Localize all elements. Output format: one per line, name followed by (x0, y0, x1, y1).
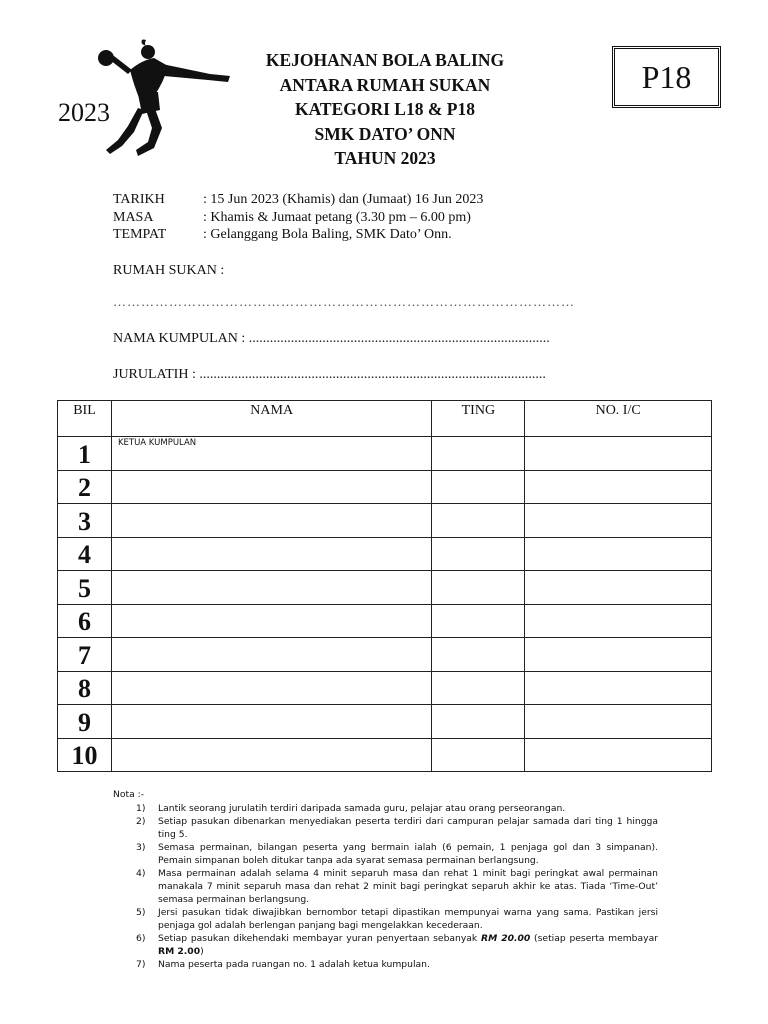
row-number: 8 (58, 671, 112, 705)
note-text: Jersi pasukan tidak diwajibkan bernombor tetapi dipastikan mempunyai warna yang sama. Pastikan jersi penjaga gol adalah berlengan panjang bagi mengelakkan kecederaan. (158, 907, 658, 931)
name-cell[interactable] (111, 738, 431, 772)
note-item (113, 958, 658, 971)
note-text: Masa permainan adalah selama 4 minit separuh masa dan rehat 1 minit bagi peringkat awal permainan manakala 7 minit separuh masa dan rehat 2 minit bagi peringkat separuh akhir ke atas. Tiada ‘Time-Out’ semasa permainan berlangsung. (158, 868, 658, 905)
row-number: 3 (58, 504, 112, 538)
ic-number-cell[interactable] (525, 738, 712, 772)
ic-number-cell[interactable] (525, 437, 712, 471)
title-line: TAHUN 2023 (334, 148, 436, 168)
info-row-time (113, 209, 483, 227)
fee-per-player: RM 2.00 (158, 946, 201, 957)
form-cell[interactable] (432, 470, 525, 504)
ic-number-cell[interactable] (525, 638, 712, 672)
name-cell[interactable] (111, 470, 431, 504)
category-code-box: P18 (612, 46, 721, 108)
ic-number-cell[interactable] (525, 671, 712, 705)
title-line: ANTARA RUMAH SUKAN (279, 74, 491, 95)
table-row (58, 571, 712, 605)
name-cell[interactable] (111, 571, 431, 605)
table-row (58, 638, 712, 672)
table-row (58, 738, 712, 772)
table-row (58, 504, 712, 538)
title-line: KEJOHANAN BOLA BALING (265, 50, 505, 70)
title-line: KATEGORI L18 & P18 (294, 99, 476, 119)
table-header-row (58, 401, 712, 437)
note-text: Lantik seorang jurulatih terdiri daripada samada guru, pelajar atau orang perseorangan. (158, 803, 566, 814)
roster-table (57, 400, 712, 772)
info-value: : Khamis & Jumaat petang (3.30 pm – 6.00 pm) (203, 209, 471, 225)
notes-section (113, 788, 658, 971)
row-number: 1 (58, 437, 112, 471)
row-number: 4 (58, 537, 112, 571)
note-item (113, 815, 658, 841)
note-number: 7) (136, 959, 146, 970)
captain-label: KETUA KUMPULAN (117, 438, 197, 448)
note-text: Setiap pasukan dibenarkan menyediakan peserta terdiri dari campuran pelajar samada dari ting 1 hingga ting 5. (158, 816, 658, 840)
info-row-venue (113, 226, 483, 244)
form-cell[interactable] (432, 604, 525, 638)
note-number: 1) (136, 803, 146, 814)
header-ting: TING (432, 401, 525, 437)
note-number: 3) (136, 842, 146, 853)
info-value: : 15 Jun 2023 (Khamis) dan (Jumaat) 16 Jun 2023 (203, 192, 484, 207)
event-logo (58, 36, 238, 166)
title-line: SMK DATO’ ONN (314, 123, 456, 144)
row-number: 7 (58, 638, 112, 672)
name-cell[interactable] (111, 671, 431, 705)
form-cell[interactable] (432, 738, 525, 772)
info-value: : Gelanggang Bola Baling, SMK Dato’ Onn. (203, 227, 452, 242)
ic-number-cell[interactable] (525, 470, 712, 504)
row-number: 10 (58, 738, 112, 772)
event-info (113, 191, 483, 244)
ic-number-cell[interactable] (525, 504, 712, 538)
header-ic: NO. I/C (525, 401, 712, 437)
notes-title: Nota :- (113, 789, 145, 800)
note-item (113, 906, 658, 932)
ic-number-cell[interactable] (525, 705, 712, 739)
table-row (58, 705, 712, 739)
team-name-field[interactable]: NAMA KUMPULAN : ...................................................................................... (113, 331, 550, 346)
note-item (113, 841, 658, 867)
note-text-part: Setiap pasukan dikehendaki membayar yuran penyertaan sebanyak (158, 933, 481, 944)
row-number: 6 (58, 604, 112, 638)
form-cell[interactable] (432, 571, 525, 605)
note-number: 4) (136, 868, 146, 879)
table-row (58, 537, 712, 571)
note-number: 2) (136, 816, 146, 827)
note-text-part: ) (200, 946, 204, 957)
form-cell[interactable] (432, 504, 525, 538)
handball-player-silhouette-icon (80, 36, 230, 166)
year-badge: 2023 (58, 98, 110, 127)
info-row-date (113, 191, 483, 209)
table-row (58, 470, 712, 504)
note-text (158, 932, 658, 958)
form-cell[interactable] (432, 638, 525, 672)
note-item (113, 802, 658, 815)
note-number: 5) (136, 907, 146, 918)
form-cell[interactable] (432, 437, 525, 471)
note-text: Nama peserta pada ruangan no. 1 adalah ketua kumpulan. (158, 959, 430, 970)
name-cell[interactable] (111, 437, 431, 471)
row-number: 9 (58, 705, 112, 739)
note-number: 6) (136, 933, 146, 944)
note-item (113, 867, 658, 906)
ic-number-cell[interactable] (525, 537, 712, 571)
table-row (58, 604, 712, 638)
name-cell[interactable] (111, 705, 431, 739)
form-cell[interactable] (432, 537, 525, 571)
info-label: TEMPAT (113, 227, 167, 242)
name-cell[interactable] (111, 604, 431, 638)
note-text: Semasa permainan, bilangan peserta yang bermain ialah (6 pemain, 1 penjaga gol dan 3 simpanan). Pemain simpanan boleh ditukar tanpa ada syarat semasa permainan berlangsung. (158, 842, 658, 866)
table-row (58, 437, 712, 471)
entry-fee: RM 20.00 (481, 933, 531, 944)
row-number: 2 (58, 470, 112, 504)
coach-field[interactable]: JURULATIH : ................................................................................................... (113, 367, 546, 382)
header-bil: BIL (58, 401, 112, 437)
ic-number-cell[interactable] (525, 571, 712, 605)
row-number: 5 (58, 571, 112, 605)
table-row (58, 671, 712, 705)
note-text-part: (setiap peserta membayar (530, 933, 658, 944)
house-field[interactable]: ……………………………………………………………………………………… (113, 294, 575, 309)
house-label: RUMAH SUKAN : (113, 263, 225, 278)
info-label: MASA (113, 209, 154, 225)
form-cell[interactable] (432, 671, 525, 705)
name-cell[interactable] (111, 638, 431, 672)
ic-number-cell[interactable] (525, 604, 712, 638)
event-title (230, 48, 540, 171)
note-item (113, 932, 658, 958)
name-cell[interactable] (111, 537, 431, 571)
name-cell[interactable] (111, 504, 431, 538)
form-cell[interactable] (432, 705, 525, 739)
header-nama: NAMA (111, 401, 431, 437)
info-label: TARIKH (113, 192, 165, 207)
